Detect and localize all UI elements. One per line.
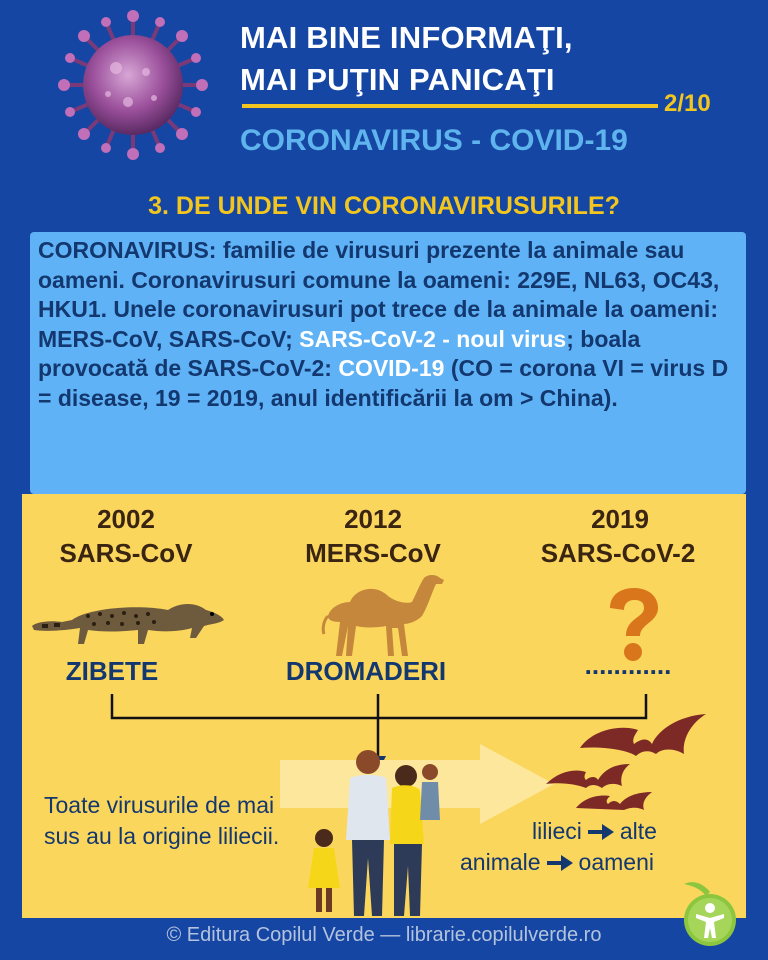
info-highlight-covid: COVID-19 (338, 355, 445, 381)
info-text-part-3: (CO = corona VI = virus D = disease, 19 = 2019, anul identificării la om > China). (38, 355, 729, 411)
chain-other-label: alte (619, 818, 657, 844)
title-line-1: MAI BINE INFORMAŢI, (240, 20, 573, 55)
civet-icon (28, 586, 228, 648)
chain-humans-label: oameni (578, 849, 654, 875)
arrow-right-icon (547, 855, 573, 871)
timeline-virus-sars-cov: SARS-CoV (59, 538, 193, 568)
timeline-animal-dromedaries: DROMADERI (285, 656, 447, 686)
timeline-year-2002: 2002 (97, 504, 155, 534)
title-line-2: MAI PUŢIN PANICAŢI (240, 62, 555, 97)
page-indicator: 2/10 (664, 90, 711, 117)
bats-icon (540, 690, 720, 810)
camel-icon (316, 572, 456, 660)
timeline-virus-sars-cov-2: SARS-CoV-2 (540, 538, 696, 568)
title-underline (242, 104, 658, 108)
chain-animals-label: animale (460, 849, 541, 875)
chain-bats-label: lilieci (532, 818, 582, 844)
footer-copyright: © Editura Copilul Verde — librarie.copilulverde.ro (166, 924, 602, 946)
info-text (38, 236, 743, 413)
subtitle: CORONAVIRUS - COVID-19 (240, 124, 628, 157)
section-question: 3. DE UNDE VIN CORONAVIRUSURILE? (148, 192, 620, 220)
arrow-right-icon (588, 824, 614, 840)
timeline-animal-unknown: ............ (584, 650, 672, 680)
info-highlight-new-virus: SARS-CoV-2 - noul virus (299, 325, 567, 352)
coronavirus-illustration (48, 10, 218, 160)
info-text-part-1: CORONAVIRUS: familie de virusuri prezente la animale sau oameni. Coronavirusuri comune la oameni: 229E, NL63, OC43, HKU1. Unele coronavirusuri pot trece de la animale la oameni: MERS-CoV, SARS-CoV; (38, 237, 720, 352)
transmission-chain (460, 816, 740, 878)
family-illustration (296, 748, 456, 918)
bats-origin-text: Toate virusurile de mai sus au la origine liliecii. (44, 792, 280, 849)
timeline-year-2019: 2019 (591, 504, 649, 534)
timeline-virus-mers-cov: MERS-CoV (305, 538, 441, 568)
info-text-part-2: ; boala provocată de SARS-CoV-2: (38, 325, 641, 381)
timeline-year-2012: 2012 (344, 504, 402, 534)
timeline-animal-civets: ZIBETE (65, 656, 159, 686)
